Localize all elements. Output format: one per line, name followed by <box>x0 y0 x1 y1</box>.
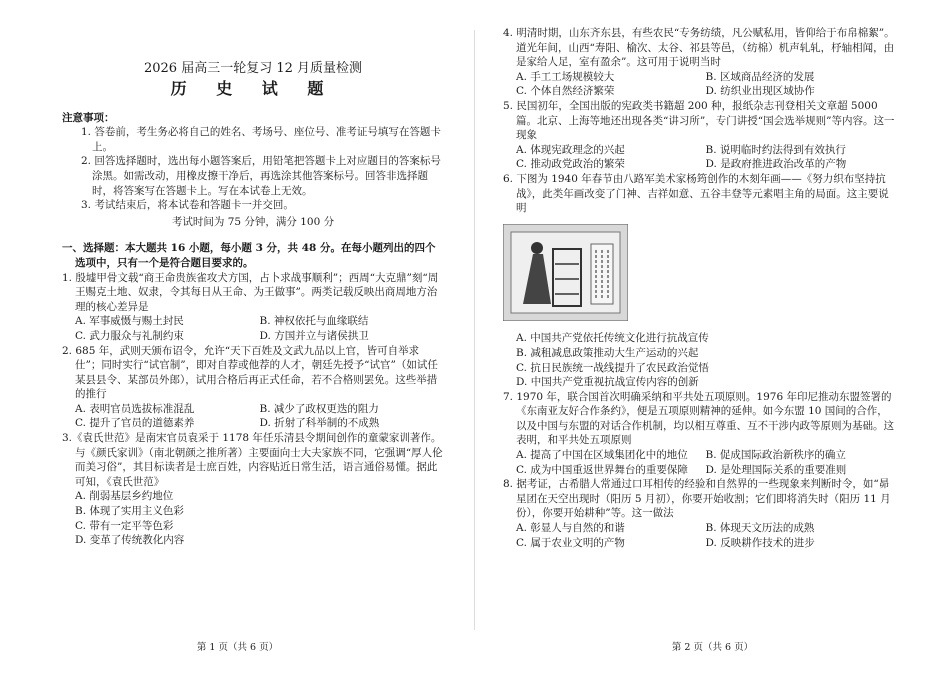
question <box>503 99 895 172</box>
option: C. 带有一定平等色彩 <box>75 519 174 532</box>
question-stem: 2. 685 年，武则天颁布诏令，允许“天下百姓及文武九品以上官，皆可自举求仕”；同时实行“试官制”，即对自荐或他荐的人才，朝廷先授予“试官”（如试任某县县令、某部员外郎），试用合格后再正式任命，若不合格则罢免。这些举措的推行 <box>62 344 438 401</box>
questions-left <box>62 271 444 548</box>
option: A. 军事威慑与赐土封民 <box>75 315 184 328</box>
options <box>62 489 444 547</box>
page-footer-right: 第 2 页（共 6 页） <box>671 642 754 653</box>
question <box>62 271 444 344</box>
option: D. 方国并立与诸侯拱卫 <box>259 329 369 342</box>
option: A. 体现宪政理念的兴起 <box>516 143 625 156</box>
option: B. 神权依托与血缘联结 <box>259 315 369 328</box>
option: B. 区域商品经济的发展 <box>705 70 815 83</box>
section-heading: 一、选择题：本大题共 16 小题，每小题 3 分，共 48 分。在每小题列出的四个选项中，只有一个是符合题目要求的。 <box>62 242 436 269</box>
option: C. 提升了官员的道德素养 <box>75 417 195 430</box>
question-stem: 6. 下图为 1940 年春节由八路军美术家杨筠创作的木刻年画——《努力织布坚持抗战》，此类年画改变了门神、吉祥如意、五谷丰登等元素唱主角的局面。这主要说明 <box>503 172 889 215</box>
question <box>503 477 895 550</box>
option: D. 中国共产党重视抗战宣传内容的创新 <box>516 376 699 389</box>
option: C. 推动政党政治的繁荣 <box>516 158 625 171</box>
option: D. 纺织业出现区域协作 <box>705 85 815 98</box>
question <box>62 431 444 548</box>
option: B. 促成国际政治新秩序的确立 <box>705 449 846 462</box>
options <box>503 331 895 389</box>
option: B. 减少了政权更迭的阻力 <box>259 402 379 415</box>
subject-title: 历 史 试 题 <box>170 79 336 98</box>
question-stem: 4. 明清时期，山东齐东县，有些农民“专务纺绩，凡公赋私用，皆仰给于布帛棉絮”。道光年间，山西“寿阳、榆次、太谷、祁县等邑，（纺棉）机声轧轧，杼轴相闻，由是家给人足，室有盈余”。这可用于说明当时 <box>503 27 895 69</box>
options <box>503 448 895 477</box>
option: C. 属于农业文明的产物 <box>516 536 625 549</box>
option: A. 表明官员选拔标准混乱 <box>75 402 195 415</box>
option: C. 武力服众与礼制约束 <box>75 329 184 342</box>
option: D. 是政府推进政治改革的产物 <box>705 158 847 171</box>
option: A. 提高了中国在区域集团化中的地位 <box>516 449 688 462</box>
question-stem: 3.《袁氏世范》是南宋官员袁采于 1178 年任乐清县令期间创作的童蒙家训著作。与《颜氏家训》（南北朝颜之推所著）主要面向士大夫家族不同，它强调“厚人伦而美习俗”，其目标读者是士庶百姓，内容贴近日常生活，语言通俗易懂。据此可知，《袁氏世范》 <box>62 432 443 488</box>
notice-item: 1. 答卷前，考生务必将自己的姓名、考场号、座位号、准考证号填写在答题卡上。 <box>81 126 441 153</box>
options <box>503 70 895 99</box>
option: D. 折射了科举制的不成熟 <box>259 417 380 430</box>
options <box>62 402 444 431</box>
exam-title: 2026 届高三一轮复习 12 月质量检测 <box>143 61 363 76</box>
option: D. 变革了传统教化内容 <box>75 534 185 547</box>
question-stem: 7. 1970 年，联合国首次明确采纳和平共处五项原则。1976 年印尼推动东盟签署的《东南亚友好合作条约》，便是五项原则精神的延伸。如今东盟 10 国间的合作，以及中国与东盟的对话合作机制，均以相互尊重、互不干涉内政等原则为基础。这表明，和平共处五项原则 <box>503 390 894 447</box>
option: A. 中国共产党依托传统文化进行抗战宣传 <box>516 332 709 345</box>
options <box>62 314 444 343</box>
question <box>503 390 895 478</box>
notice-heading: 注意事项： <box>62 111 115 124</box>
page-footer-left: 第 1 页（共 6 页） <box>196 642 279 653</box>
option: D. 反映耕作技术的进步 <box>705 536 815 549</box>
question <box>503 172 895 390</box>
question-stem: 5. 民国初年，全国出版的宪政类书籍超 200 种，报纸杂志刊登相关文章超 5000 篇。北京、上海等地还出现各类“讲习所”，专门讲授“国会选举规则”等内容。这一现象 <box>503 99 895 142</box>
questions-right <box>503 26 895 550</box>
page-right <box>475 0 950 673</box>
option: C. 成为中国重返世界舞台的重要保障 <box>516 463 688 476</box>
option: B. 减租减息政策推动大生产运动的兴起 <box>516 346 699 359</box>
notice-item: 2. 回答选择题时，选出每小题答案后，用铅笔把答题卡上对应题目的答案标号涂黑。如需改动，用橡皮擦干净后，再选涂其他答案标号。回答非选择题时，将答案写在答题卡上。写在本试卷上无效。 <box>81 155 441 197</box>
question <box>503 26 895 99</box>
option: B. 体现了实用主义色彩 <box>75 505 184 518</box>
option: D. 是处理国际关系的重要准则 <box>705 463 847 476</box>
option: C. 抗日民族统一战线提升了农民政治觉悟 <box>516 361 709 374</box>
question-stem: 1. 殷墟甲骨文载“商王命贵族雀攻犬方国，占卜求战事顺利”；西周“大克鼎”刻“周王赐克土地、奴隶，令其每日从王命、为王做事”。两类记载反映出商周地方治理的核心差异是 <box>62 271 439 313</box>
options <box>503 143 895 172</box>
question <box>62 344 444 432</box>
options <box>503 521 895 550</box>
option: B. 体现天文历法的成熟 <box>705 522 815 535</box>
right-column <box>503 26 895 550</box>
notice-item: 3. 考试结束后，将本试卷和答题卡一并交回。 <box>81 199 294 212</box>
option: A. 削弱基层乡约地位 <box>75 490 174 503</box>
exam-time-line: 考试时间为 75 分钟，满分 100 分 <box>171 215 335 228</box>
option: B. 说明临时约法得到有效执行 <box>705 143 846 156</box>
option: C. 个体自然经济繁荣 <box>516 85 615 98</box>
left-column <box>62 0 444 548</box>
option: A. 彰显人与自然的和谐 <box>516 522 625 535</box>
woodcut-print-image <box>503 224 628 321</box>
option: A. 手工工场规模较大 <box>516 70 615 83</box>
question-stem: 8. 据考证，古希腊人常通过口耳相传的经验和自然界的一些现象来判断时令，如“昴星团在天空出现时（阳历 5 月初），你要开始收割；它们即将消失时（阳历 11 月份），你要开始耕种”等。这一做法 <box>503 478 891 520</box>
